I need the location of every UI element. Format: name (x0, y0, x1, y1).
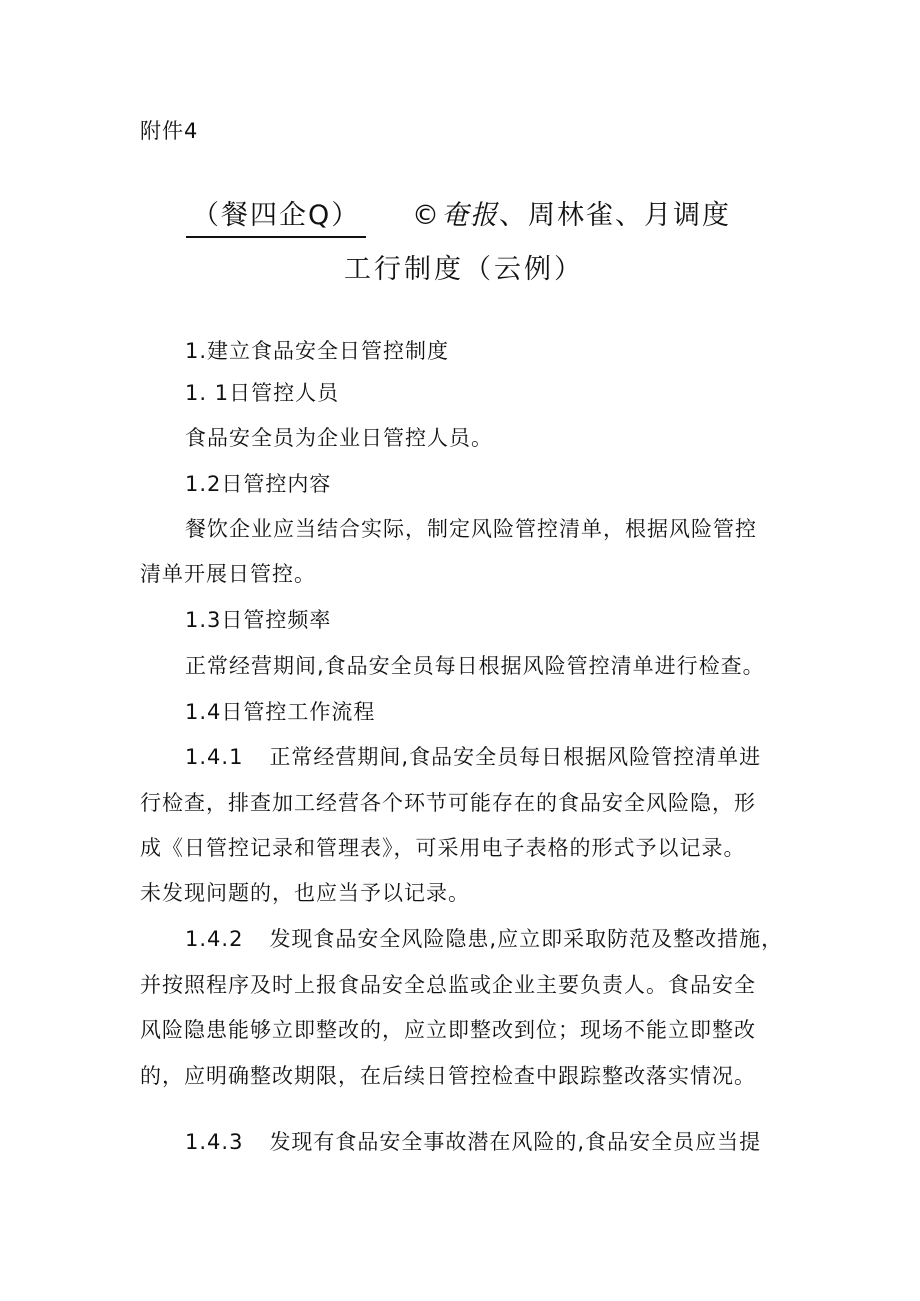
title-underlined-part: （餐四企Q） (186, 198, 366, 238)
section-1-4-1-line-2: 行检查，排查加工经营各个环节可能存在的食品安全风险隐，形 (140, 791, 756, 815)
title-main-part (412, 198, 731, 234)
section-text: 发现食品安全风险隐患,应立即采取防范及整改措施， (269, 927, 784, 951)
section-heading-1-4: 1.4日管控工作流程 (185, 700, 376, 724)
paragraph-3: 正常经营期间,食品安全员每日根据风险管控清单进行检查。 (185, 654, 765, 678)
document-title-line-2: 工行制度（云例） (344, 254, 584, 285)
section-number: 1.4.3 (185, 1130, 244, 1154)
title-symbol: © (412, 200, 441, 231)
title-rest-part: 、周林雀、月调度 (499, 200, 731, 231)
section-number: 1.4.2 (185, 927, 244, 951)
section-number: 1.4.1 (185, 745, 244, 769)
section-1-4-3-line-1 (185, 1127, 761, 1157)
section-1-4-1-line-3: 成《日管控记录和管理表》，可采用电子表格的形式予以记录。 (140, 836, 746, 860)
section-text: 发现有食品安全事故潜在风险的,食品安全员应当提 (269, 1130, 762, 1154)
section-1-4-2-line-4: 的，应明确整改期限，在后续日管控检查中跟踪整改落实情况。 (140, 1064, 756, 1088)
section-1-4-1-line-4: 未发现问题的，也应当予以记录。 (140, 881, 470, 905)
paragraph-2-line-1: 餐饮企业应当结合实际，制定风险管控清单，根据风险管控 (185, 517, 757, 541)
section-heading-1: 1.建立食品安全日管控制度 (185, 339, 450, 363)
paragraph-2-line-2: 清单开展日管控。 (140, 562, 316, 586)
section-text: 正常经营期间,食品安全员每日根据风险管控清单进 (269, 745, 762, 769)
section-1-4-1-line-1 (185, 742, 761, 772)
section-1-4-2-line-3: 风险隐患能够立即整改的，应立即整改到位；现场不能立即整改 (140, 1018, 756, 1042)
attachment-label: 附件4 (140, 119, 199, 143)
section-1-4-2-line-1 (185, 924, 783, 954)
paragraph-1: 食品安全员为企业日管控人员。 (185, 426, 493, 450)
section-1-4-2-line-2: 并按照程序及时上报食品安全总监或企业主要负责人。食品安全 (140, 973, 756, 997)
section-heading-1-3: 1.3日管控频率 (185, 608, 332, 632)
section-heading-1-1: 1. 1日管控人员 (185, 381, 340, 405)
title-italic-part: 奄报 (441, 200, 499, 231)
section-heading-1-2: 1.2日管控内容 (185, 472, 332, 496)
